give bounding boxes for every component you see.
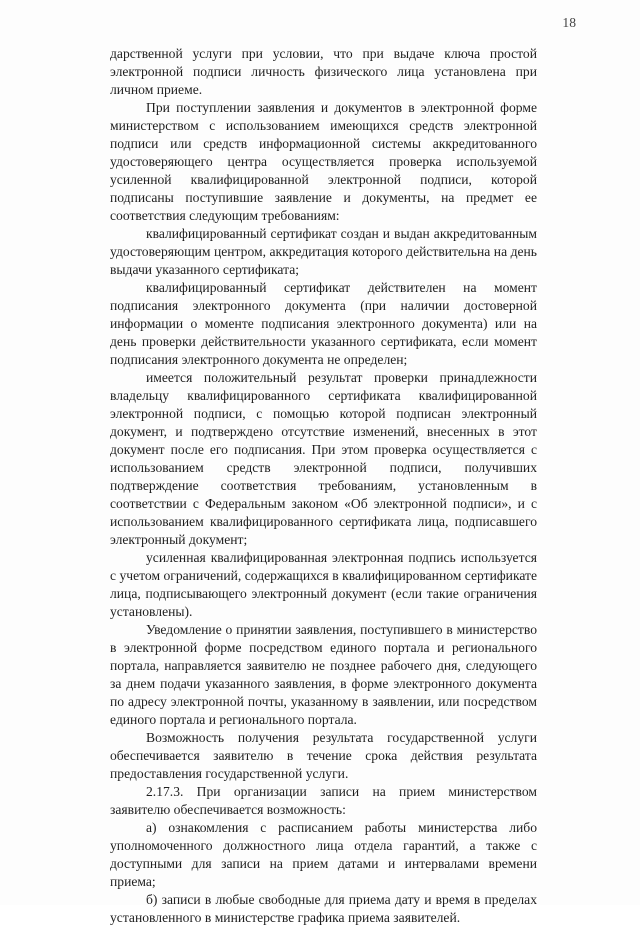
paragraph-item-b: б) записи в любые свободные для приема дату и время в пределах установленного в министерстве графика приема заявителей.: [110, 892, 537, 925]
paragraph-requirement-2: квалифицированный сертификат действителен на момент подписания электронного документа (при наличии достоверной информации о моменте подписания электронного документа) или на день проверки действительности указанного сертификата, если момент подписания электронного документа не определен;: [110, 280, 537, 367]
paragraph-result-availability: Возможность получения результата государственной услуги обеспечивается заявителю в течение срока действия результата предоставления государственной услуги.: [110, 730, 537, 781]
paragraph-notification: Уведомление о принятии заявления, поступившего в министерство в электронной форме посредством единого портала и регионального портала, направляется заявителю не позднее рабочего дня, следующего за днем подачи указанного заявления, в форме электронного документа по адресу электронной почты, указанному в заявлении, или посредством единого портала и регионального портала.: [110, 622, 537, 727]
paragraph-section-2-17-3: 2.17.3. При организации записи на прием министерством заявителю обеспечивается возможность:: [110, 784, 537, 817]
paragraph-verification-intro: При поступлении заявления и документов в электронной форме министерством с использованием имеющихся средств электронной подписи или средств информационной системы аккредитованного удостоверяющего центра осуществляется проверка используемой усиленной квалифицированной электронной подписи, которой подписаны поступившие заявление и документы, на предмет ее соответствия следующим требованиям:: [110, 100, 537, 223]
paragraph-requirement-4: усиленная квалифицированная электронная подпись используется с учетом ограничений, содержащихся в квалифицированном сертификате лица, подписывающего электронный документ (если такие ограничения установлены).: [110, 550, 537, 619]
paragraph-item-a: а) ознакомления с расписанием работы министерства либо уполномоченного должностного лица отдела гарантий, а также с доступными для записи на прием датами и интервалами времени приема;: [110, 820, 537, 889]
paragraph-requirement-1: квалифицированный сертификат создан и выдан аккредитованным удостоверяющим центром, аккредитация которого действительна на день выдачи указанного сертификата;: [110, 226, 537, 277]
page-number: 18: [562, 15, 576, 30]
document-body: [110, 45, 537, 927]
paragraph-requirement-3: имеется положительный результат проверки принадлежности владельцу квалифицированного сертификата квалифицированной электронной подписи, с помощью которой подписан электронный документ, и подтверждено отсутствие изменений, внесенных в этот документ после его подписания. При этом проверка осуществляется с использованием средств электронной подписи, получивших подтверждение соответствия требованиям, установленным в соответствии с Федеральным законом «Об электронной подписи», и с использованием квалифицированного сертификата лица, подписавшего электронный документ;: [110, 370, 537, 547]
paragraph-continuation: дарственной услуги при условии, что при выдаче ключа простой электронной подписи личность физического лица установлена при личном приеме.: [110, 46, 537, 97]
